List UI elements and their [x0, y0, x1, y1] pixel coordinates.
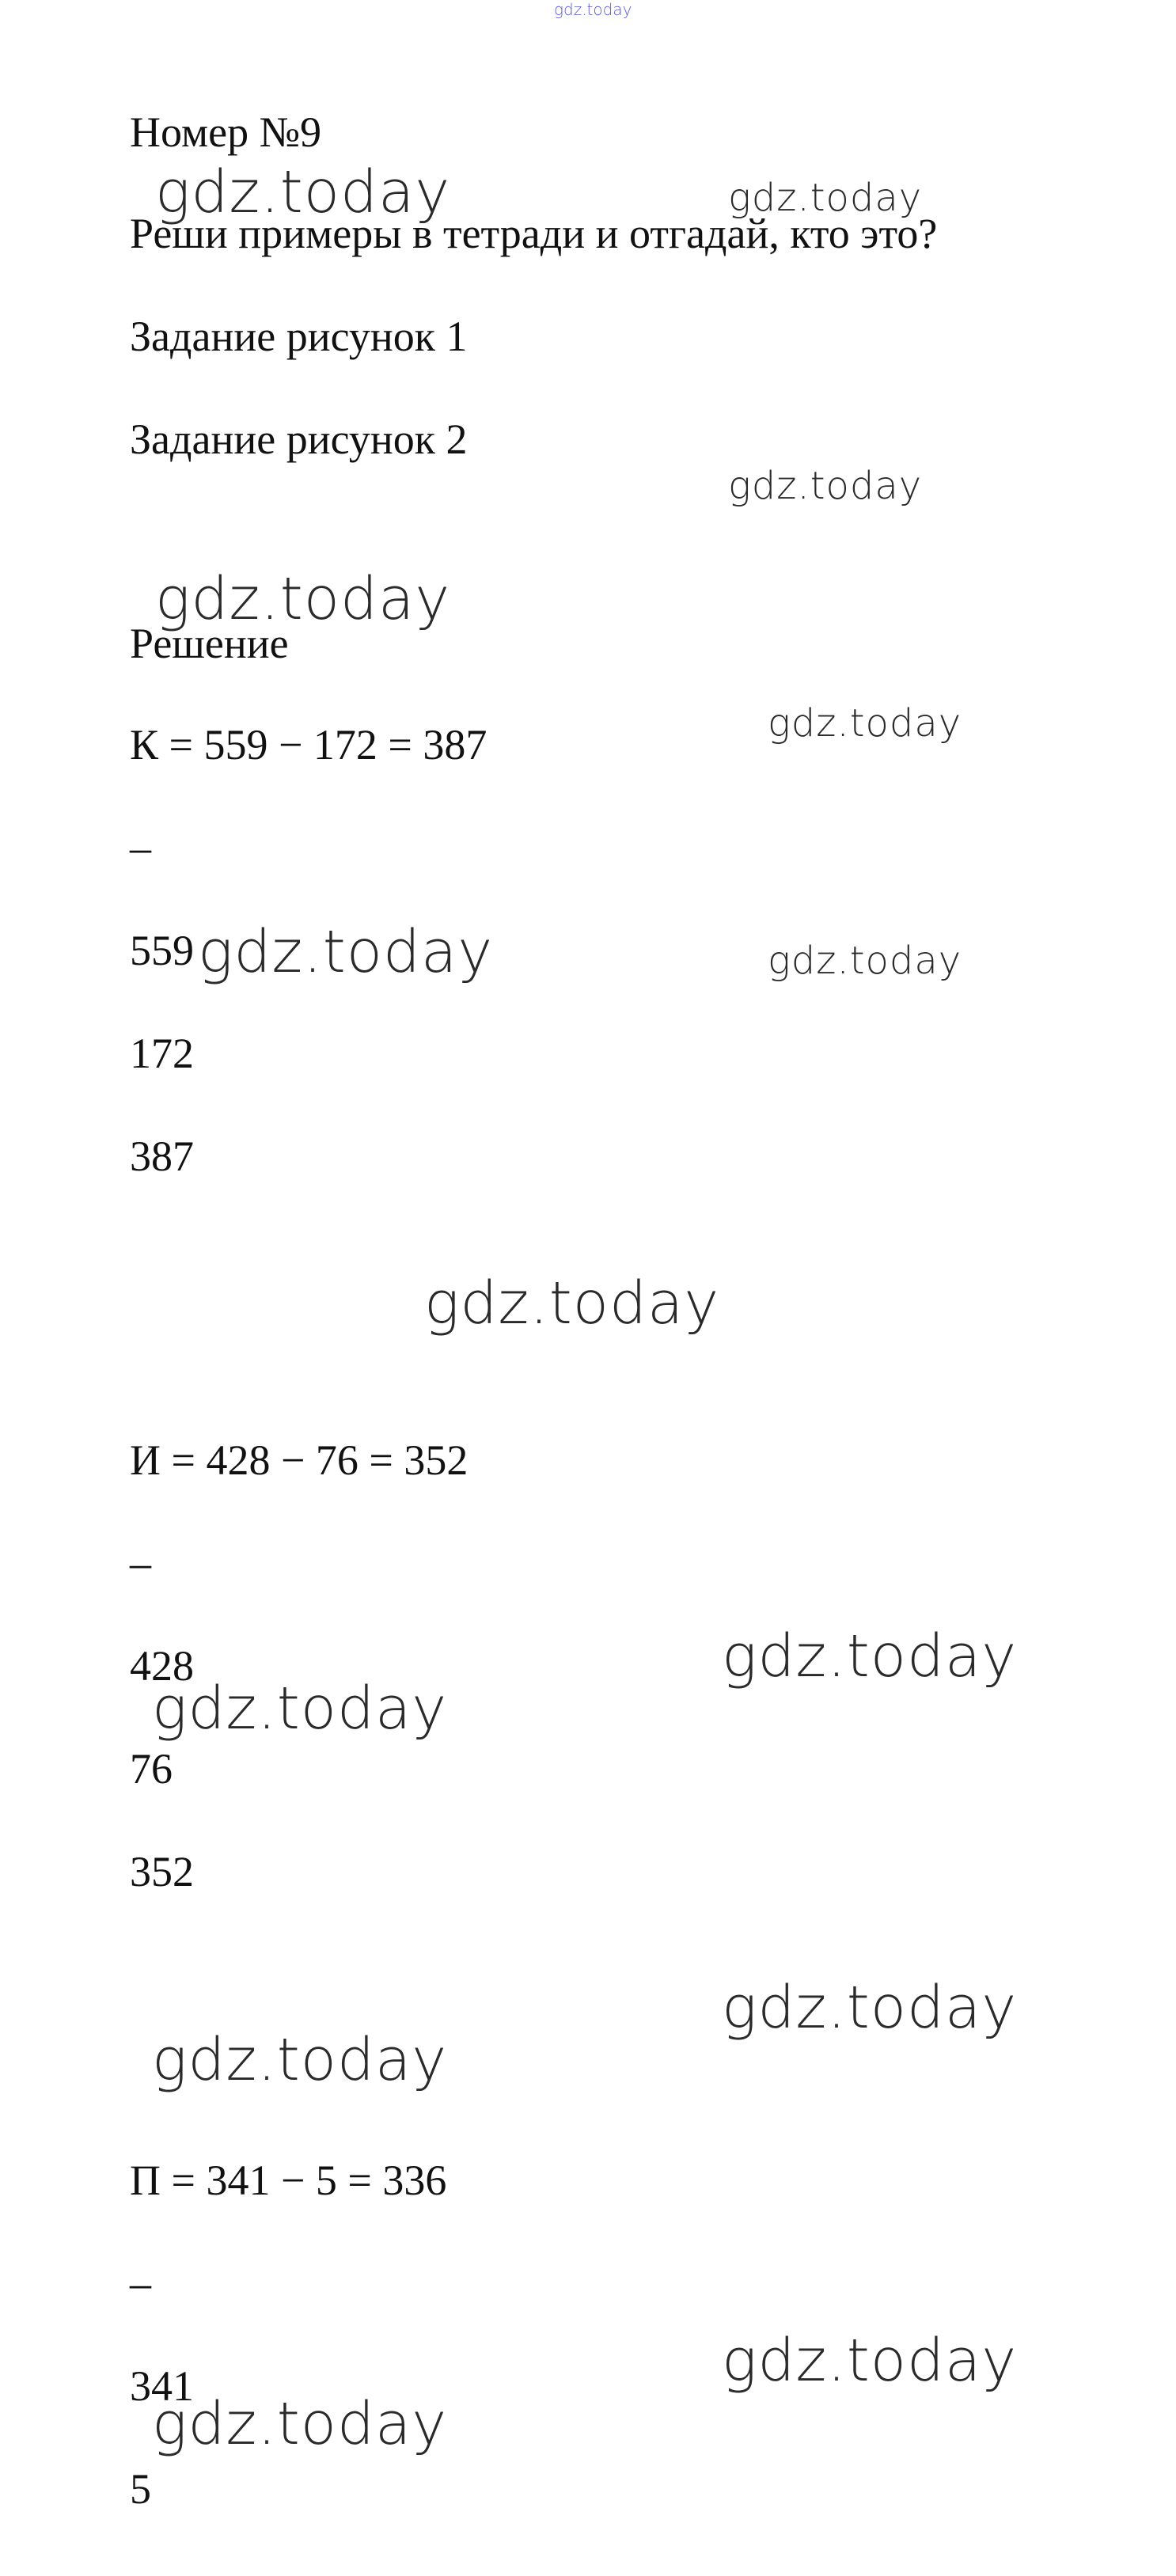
watermark-top: gdz.today: [554, 0, 632, 19]
task-text: Реши примеры в тетради и отгадай, кто это?: [130, 210, 938, 257]
subtrahend-3: 5: [130, 2465, 151, 2513]
solution-heading: Решение: [130, 620, 289, 667]
minuend-1: 559: [130, 927, 194, 974]
subtrahend-1: 172: [130, 1030, 194, 1077]
watermark: gdz.today: [152, 2026, 448, 2094]
subtrahend-2: 76: [130, 1745, 173, 1793]
figure-caption-2: Задание рисунок 2: [130, 415, 468, 463]
watermark: gdz.today: [768, 939, 962, 983]
figure-caption-1: Задание рисунок 1: [130, 313, 468, 360]
page-title: Номер №9: [130, 108, 322, 156]
watermark: gdz.today: [424, 1269, 720, 1337]
watermark: gdz.today: [722, 2327, 1018, 2395]
operator-2: –: [130, 1539, 151, 1587]
watermark: gdz.today: [728, 464, 923, 508]
result-2: 352: [130, 1848, 194, 1895]
watermark: gdz.today: [152, 1675, 448, 1743]
watermark: gdz.today: [728, 176, 923, 220]
watermark: gdz.today: [722, 1974, 1018, 2042]
operator-3: –: [130, 2259, 151, 2307]
watermark: gdz.today: [152, 2390, 448, 2458]
result-1: 387: [130, 1132, 194, 1180]
equation-1: К = 559 − 172 = 387: [130, 721, 487, 768]
minuend-3: 341: [130, 2362, 194, 2410]
watermark: gdz.today: [768, 701, 962, 745]
watermark: gdz.today: [155, 158, 451, 226]
equation-3: П = 341 − 5 = 336: [130, 2157, 447, 2204]
equation-2: И = 428 − 76 = 352: [130, 1436, 469, 1484]
minuend-2: 428: [130, 1642, 194, 1690]
watermark: gdz.today: [198, 918, 494, 986]
watermark: gdz.today: [155, 565, 451, 633]
watermark: gdz.today: [722, 1622, 1018, 1690]
operator-1: –: [130, 824, 151, 871]
